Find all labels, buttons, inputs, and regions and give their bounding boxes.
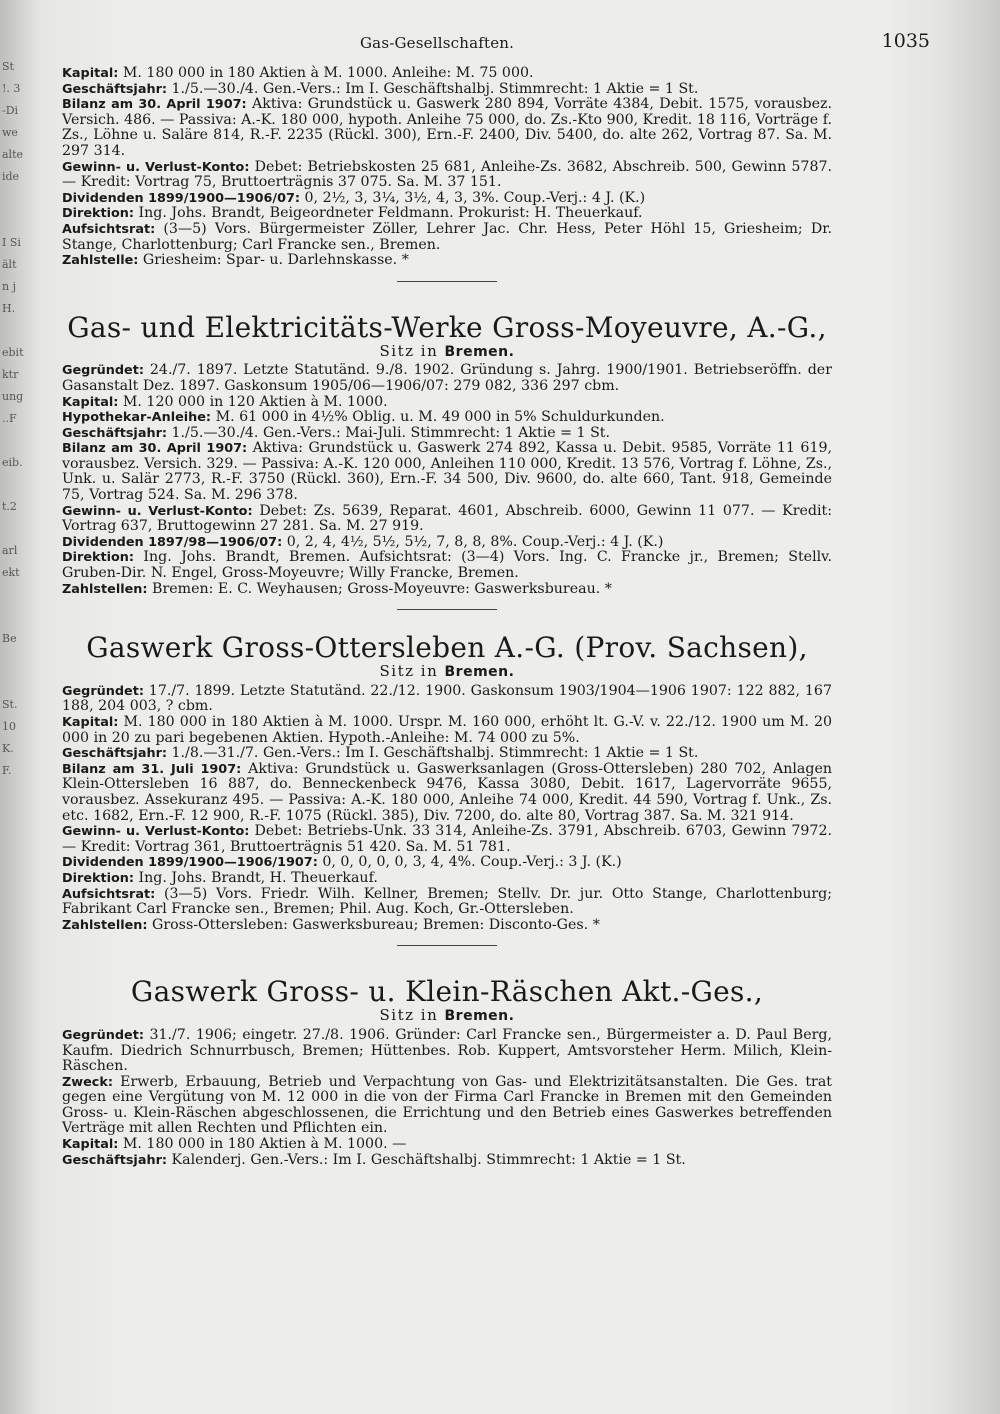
section-divider <box>397 281 497 282</box>
seat-prefix: Sitz in <box>379 662 445 681</box>
field-label: Gegründet: <box>62 363 144 379</box>
margin-fragment <box>0 478 34 500</box>
entry-lines <box>62 1028 832 1168</box>
section-divider <box>397 609 497 610</box>
margin-fragment: 10 <box>2 720 16 733</box>
margin-fragment: ält <box>2 258 17 271</box>
margin-fragment <box>0 874 34 896</box>
field-label: Bilanz am 30. April 1907: <box>62 441 248 457</box>
margin-fragment: I Si <box>2 236 21 249</box>
entry-paragraph <box>62 426 832 442</box>
entry-paragraph <box>62 395 832 411</box>
margin-fragment <box>0 588 34 610</box>
margin-fragment: ung <box>2 390 24 403</box>
entry-paragraph <box>62 684 832 715</box>
company-seat <box>62 341 832 361</box>
entry-paragraph <box>62 82 832 98</box>
margin-fragment: K. <box>2 742 14 755</box>
field-label: Bilanz am 30. April 1907: <box>62 97 247 113</box>
margin-fragment <box>0 434 34 456</box>
seat-city: Bremen. <box>444 1008 515 1025</box>
entry-paragraph <box>62 871 832 887</box>
field-label: Bilanz am 31. Juli 1907: <box>62 761 242 777</box>
entry-continued <box>62 66 832 282</box>
entry-paragraph <box>62 66 832 82</box>
field-text: Aktiva: Grundstück u. Gaswerk 274 892, Kassa u. Debit. 9585, Vorräte 11 619, vorausbez. Versich. 329. — Passiva: A.-K. 120 000, Anleihen 110 000, Kredit. 13 576, Vortrag f. Löhne, Zs., Unk. u. Salär 2773, R.-F. 3750 (Rückl. 360), Ern.-F. 34 500, Div. 9600, do. alte 660, Tant. 918, Gemeinde 75, Vortrag 524. Sa. M. 296 378. <box>62 440 833 504</box>
entry-paragraph <box>62 887 832 918</box>
margin-fragment <box>0 808 34 830</box>
field-label: Direktion: <box>62 206 135 222</box>
field-label: Kapital: <box>62 1137 119 1153</box>
margin-fragment: ide <box>2 170 20 183</box>
field-text: 0, 0, 0, 0, 0, 3, 4, 4%. Coup.-Verj.: 3 J. (K.) <box>317 854 622 871</box>
field-text: Debet: Betriebs-Unk. 33 314, Anleihe-Zs. 3791, Abschreib. 6703, Gewinn 7972. — Kredit: Vortrag 361, Bruttoerträgnis 51 420. Sa. M. 51 781. <box>62 823 832 855</box>
field-text: 24./7. 1897. Letzte Statutänd. 9./8. 1902. Gründung s. Jahrg. 1900/1901. Betriebseröffn. der Gasanstalt Dez. 1897. Gaskonsum 1905/06—1906/07: 279 082, 336 297 cbm. <box>62 362 832 394</box>
field-label: Zahlstellen: <box>62 581 148 597</box>
entry-paragraph <box>62 1153 832 1169</box>
field-label: Aufsichtsrat: <box>62 221 156 237</box>
field-label: Geschäftsjahr: <box>62 1152 167 1168</box>
field-text: 1./5.—30./4. Gen.-Vers.: Im I. Geschäftshalbj. Stimmrecht: 1 Aktie = 1 St. <box>167 80 699 97</box>
margin-fragment <box>0 984 34 1006</box>
entry-paragraph <box>62 715 832 746</box>
entry-gross-klein-raeschen <box>62 976 832 1168</box>
page-body <box>62 66 832 1168</box>
seat-prefix: Sitz in <box>379 1006 445 1025</box>
margin-fragment <box>0 522 34 544</box>
margin-fragment: ekt <box>2 566 20 579</box>
entry-paragraph <box>62 1075 832 1137</box>
field-label: Hypothekar-Anleihe: <box>62 410 212 426</box>
entry-paragraph <box>62 582 832 598</box>
field-text: Ing. Johs. Brandt, Beigeordneter Feldmann. Prokurist: H. Theuerkauf. <box>134 205 643 222</box>
margin-fragment <box>0 830 34 852</box>
field-text: M. 120 000 in 120 Aktien à M. 1000. <box>118 393 388 410</box>
margin-fragment <box>0 940 34 962</box>
field-label: Kapital: <box>62 66 119 81</box>
entry-paragraph <box>62 363 832 394</box>
field-text: Bremen: E. C. Weyhausen; Gross-Moyeuvre: Gaswerksbureau. * <box>147 580 612 597</box>
field-label: Kapital: <box>62 394 119 410</box>
entry-paragraph <box>62 855 832 871</box>
margin-fragment <box>0 852 34 874</box>
company-title: Gaswerk Gross-Ottersleben A.-G. (Prov. Sachsen), <box>86 631 808 665</box>
margin-fragment: we <box>2 126 18 139</box>
section-divider <box>397 945 497 946</box>
entry-gross-ottersleben <box>62 632 832 946</box>
entry-paragraph <box>62 191 832 207</box>
field-text: Kalenderj. Gen.-Vers.: Im I. Geschäftshalbj. Stimmrecht: 1 Aktie = 1 St. <box>167 1151 686 1168</box>
field-label: Geschäftsjahr: <box>62 425 167 441</box>
field-label: Dividenden 1897/98—1906/07: <box>62 534 283 550</box>
left-margin-fragments <box>0 60 34 1414</box>
field-text: Ing. Johs. Brandt, Bremen. Aufsichtsrat: (3—4) Vors. Ing. C. Francke jr., Bremen; Stellv. Gruben-Dir. N. Engel, Gross-Moyeuvre; Willy Francke, Bremen. <box>62 549 832 582</box>
field-text: M. 180 000 in 180 Aktien à M. 1000. Anleihe: M. 75 000. <box>118 65 534 81</box>
margin-fragment <box>0 786 34 808</box>
entry-paragraph <box>62 918 832 934</box>
margin-fragment: Be <box>2 632 17 645</box>
field-label: Zahlstelle: <box>62 253 139 269</box>
running-title: Gas-Gesellschaften. <box>360 34 515 52</box>
margin-fragment <box>0 1028 34 1050</box>
field-text: M. 180 000 in 180 Aktien à M. 1000. — <box>118 1136 407 1153</box>
field-label: Gegründet: <box>62 1027 144 1043</box>
company-title: Gas- und Elektricitäts-Werke Gross-Moyeuvre, A.-G., <box>67 310 827 344</box>
entry-paragraph <box>62 824 832 855</box>
margin-fragment: alte <box>2 148 24 161</box>
entry-paragraph <box>62 535 832 551</box>
field-text: 31./7. 1906; eingetr. 27./8. 1906. Gründer: Carl Francke sen., Bürgermeister a. D. Paul Berg, Kaufm. Diedrich Schnurrbusch, Bremen; Hüttenbes. Rob. Kuppert, Amtsvorsteher Herm. Milich, Klein-Räschen. <box>62 1026 832 1075</box>
entry-paragraph <box>62 550 832 581</box>
field-label: Geschäftsjahr: <box>62 81 167 97</box>
entry-paragraph <box>62 97 832 159</box>
field-label: Zahlstellen: <box>62 917 148 933</box>
margin-fragment <box>0 214 34 236</box>
margin-fragment: arl <box>2 544 18 557</box>
entry-paragraph <box>62 253 832 269</box>
margin-fragment: t.2 <box>2 500 17 513</box>
entry-paragraph <box>62 410 832 426</box>
entry-paragraph <box>62 441 832 503</box>
field-label: Aufsichtsrat: <box>62 886 156 902</box>
field-label: Kapital: <box>62 715 119 730</box>
margin-fragment: H. <box>2 302 16 315</box>
entry-paragraph <box>62 746 832 762</box>
field-text: (3—5) Vors. Friedr. Wilh. Kellner, Bremen; Stellv. Dr. jur. Otto Stange, Charlottenburg; Fabrikant Carl Francke sen., Bremen; Phil. Aug. Koch, Gr.-Ottersleben. <box>62 885 832 918</box>
field-text: Aktiva: Grundstück u. Gaswerk 280 894, Vorräte 4384, Debit. 1575, vorausbez. Versich. 486. — Passiva: A.-K. 180 000, hypoth. Anleihe 75 000, do. Zs.-Kto 900, Kredit. 18 116, Vorträge f. Zs., Löhne u. Saläre 814, R.-F. 2235 (Rückl. 300), Ern.-F. 2400, Div. 5400, do. alte 262, Vortrag 87. Sa. M. 297 314. <box>62 96 832 159</box>
margin-fragment <box>0 676 34 698</box>
margin-fragment: -Di <box>2 104 19 117</box>
margin-fragment <box>0 192 34 214</box>
entry-gross-moyeuvre <box>62 312 832 611</box>
field-text: 1./8.—31./7. Gen.-Vers.: Im I. Geschäftshalbj. Stimmrecht: 1 Aktie = 1 St. <box>167 745 699 762</box>
field-label: Gewinn- u. Verlust-Konto: <box>62 159 250 175</box>
field-label: Gewinn- u. Verlust-Konto: <box>62 824 250 840</box>
entry-lines <box>62 66 832 269</box>
field-label: Zweck: <box>62 1074 113 1090</box>
field-label: Gegründet: <box>62 683 144 699</box>
field-text: Ing. Johs. Brandt, H. Theuerkauf. <box>134 869 378 886</box>
company-seat <box>62 1008 832 1025</box>
margin-fragment <box>0 896 34 918</box>
entry-paragraph <box>62 762 832 824</box>
field-text: 1./5.—30./4. Gen.-Vers.: Mai-Juli. Stimmrecht: 1 Aktie = 1 St. <box>167 424 611 441</box>
entry-paragraph <box>62 160 832 191</box>
margin-fragment <box>0 1006 34 1028</box>
field-label: Dividenden 1899/1900—1906/1907: <box>62 855 318 871</box>
margin-fragment: n j <box>2 280 16 293</box>
field-text: M. 61 000 in 4½% Oblig. u. M. 49 000 in 5% Schuldurkunden. <box>211 409 665 426</box>
entry-paragraph <box>62 504 832 535</box>
field-text: Griesheim: Spar- u. Darlehnskasse. * <box>138 252 409 269</box>
entry-paragraph <box>62 1137 832 1153</box>
margin-fragment <box>0 654 34 676</box>
margin-fragment <box>0 918 34 940</box>
field-label: Direktion: <box>62 870 135 886</box>
field-text: Erwerb, Erbauung, Betrieb und Verpachtung von Gas- und Elektrizitätsanstalten. Die Ges. trat gegen eine Vergütung von M. 12 000 in die von der Firma Carl Francke in Bremen mit den Gemeinden Gross- u. Klein-Räschen abgeschlossenen, die Errichtung und den Betrieb eines Gaswerkes betreffenden Verträge mit allen Rechten und Pflichten ein. <box>62 1073 832 1137</box>
field-text: 17./7. 1899. Letzte Statutänd. 22./12. 1900. Gaskonsum 1903/1904—1906 1907: 122 882, 167 188, 204 003, ? cbm. <box>62 682 832 715</box>
company-seat <box>62 664 832 681</box>
margin-fragment <box>0 324 34 346</box>
margin-fragment <box>0 962 34 984</box>
company-title: Gaswerk Gross- u. Klein-Räschen Akt.-Ges., <box>130 975 764 1009</box>
seat-prefix: Sitz in <box>379 341 445 360</box>
field-text: Gross-Ottersleben: Gaswerksbureau; Bremen: Disconto-Ges. * <box>147 916 600 933</box>
entry-lines <box>62 684 832 934</box>
margin-fragment: St. <box>2 698 18 711</box>
field-label: Direktion: <box>62 550 135 566</box>
margin-fragment: St <box>2 60 14 73</box>
entry-paragraph <box>62 1028 832 1075</box>
field-text: 0, 2½, 3, 3¼, 3½, 4, 3, 3%. Coup.-Verj.: 4 J. (K.) <box>300 189 646 206</box>
page-number: 1035 <box>881 30 930 52</box>
entry-lines <box>62 363 832 597</box>
margin-fragment: eib. <box>2 456 23 469</box>
margin-fragment: !. 3 <box>2 82 21 95</box>
field-text: M. 180 000 in 180 Aktien à M. 1000. Urspr. M. 160 000, erhöht lt. G.-V. v. 22./12. 1900 um M. 20 000 in 20 zu pari begebenen Aktien. Hypoth.-Anleihe: M. 74 000 zu 5%. <box>62 714 832 746</box>
field-text: Aktiva: Grundstück u. Gaswerksanlagen (Gross-Ottersleben) 280 702, Anlagen Klein-Ottersleben 16 887, do. Benneckenbeck 9476, Kassa 3080, Debit. 1617, Lagervorräte 9655, vorausbez. Assekuranz 495. — Passiva: A.-K. 180 000, Anleihe 74 000, Kredit. 44 590, Vortrag f. Unk., Zs. etc. 1682, Ern.-F. 12 900, R.-F. 1075 (Rückl. 385), Div. 7200, do. alte 80, Vortrag 387. Sa. M. 321 914. <box>62 760 832 824</box>
field-text: (3—5) Vors. Bürgermeister Zöller, Lehrer Jac. Chr. Hess, Peter Höhl 15, Griesheim; Dr. Stange, Charlottenburg; Carl Francke sen., Bremen. <box>62 220 832 253</box>
entry-paragraph <box>62 206 832 222</box>
field-label: Dividenden 1899/1900—1906/07: <box>62 190 301 206</box>
seat-city: Bremen. <box>444 664 515 681</box>
field-text: Debet: Betriebskosten 25 681, Anleihe-Zs. 3682, Abschreib. 500, Gewinn 5787. — Kredit: Vortrag 75, Bruttoerträgnis 37 075. Sa. M. 37 151. <box>62 158 833 191</box>
margin-fragment: ebit <box>2 346 24 359</box>
margin-fragment: F. <box>2 764 12 777</box>
margin-fragment <box>0 610 34 632</box>
margin-fragment: ktr <box>2 368 19 381</box>
field-text: 0, 2, 4, 4½, 5½, 5½, 7, 8, 8, 8%. Coup.-Verj.: 4 J. (K.) <box>282 533 664 550</box>
entry-paragraph <box>62 222 832 253</box>
field-label: Geschäftsjahr: <box>62 746 167 762</box>
margin-fragment: ..F <box>2 412 17 425</box>
field-text: Debet: Zs. 5639, Reparat. 4601, Abschreib. 6000, Gewinn 11 077. — Kredit: Vortrag 637, Bruttogewinn 27 281. Sa. M. 27 919. <box>62 502 832 535</box>
seat-city: Bremen. <box>444 343 515 360</box>
field-label: Gewinn- u. Verlust-Konto: <box>62 503 253 519</box>
